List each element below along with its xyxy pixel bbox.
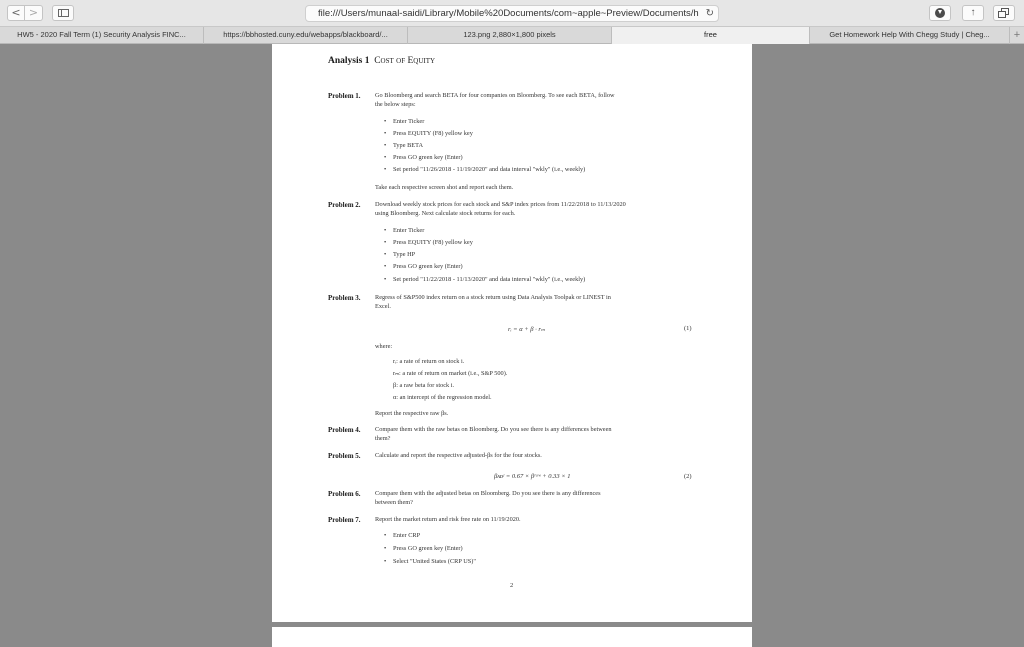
equation-1: rᵢ = α + β · rₘ — [508, 326, 545, 333]
problem-4-label: Problem 4. — [328, 426, 361, 434]
url-text: file:///Users/munaal-saidi/Library/Mobile%20Documents/com~apple~Preview/Documents/h — [318, 8, 699, 19]
problem-5-label: Problem 5. — [328, 452, 361, 460]
tab-label: free — [704, 30, 717, 39]
tab-hw5[interactable] — [0, 27, 204, 44]
reload-icon[interactable]: ↻ — [705, 8, 714, 19]
p1-step: • Press EQUITY (F8) yellow key — [393, 130, 473, 137]
p7-line1: Report the market return and risk free rate on 11/19/2020. — [375, 516, 521, 523]
sidebar-toggle-button[interactable] — [52, 5, 74, 21]
tab-bar — [0, 27, 1024, 44]
definition: rᵢ: a rate of return on stock i. — [393, 358, 465, 365]
p2-step: • Type HP — [393, 251, 415, 258]
tab-label: https://bbhosted.cuny.edu/webapps/blackboard/... — [223, 30, 388, 39]
share-button[interactable] — [962, 5, 984, 21]
problem-7-label: Problem 7. — [328, 516, 361, 524]
back-button[interactable] — [7, 5, 25, 21]
problem-1-label: Problem 1. — [328, 92, 361, 100]
chevron-left-icon: < — [11, 6, 21, 19]
section-name: Cost of Equity — [374, 56, 436, 66]
section-title — [328, 56, 435, 66]
tab-label: Get Homework Help With Chegg Study | Cheg... — [829, 30, 990, 39]
p3-after: Report the respective raw βs. — [375, 410, 449, 417]
next-page — [272, 627, 752, 647]
p2-line1: Download weekly stock prices for each stock and S&P index prices from 11/22/2018 to 11/13/2020 — [375, 201, 626, 208]
equation-2: βᴀᴅʲ = 0.67 × βʳᵃʷ + 0.33 × 1 — [494, 473, 571, 480]
p1-line1: Go Bloomberg and search BETA for four companies on Bloomberg. To see each BETA, follow — [375, 92, 615, 99]
p4-line1: Compare them with the raw betas on Bloomberg. Do you see there is any differences between — [375, 426, 612, 433]
definition: rₘ: a rate of return on market (i.e., S&P 500). — [393, 370, 508, 377]
p1-step: • Type BETA — [393, 142, 423, 149]
p1-step: • Press GO green key (Enter) — [393, 154, 463, 161]
p2-line2: using Bloomberg. Next calculate stock returns for each. — [375, 210, 516, 217]
new-tab-button[interactable] — [1010, 27, 1024, 44]
where-label: where: — [375, 343, 393, 350]
equation-2-number: (2) — [684, 473, 692, 480]
p1-line2: the below steps: — [375, 101, 416, 108]
share-icon: ↑ — [970, 7, 976, 18]
problem-6-label: Problem 6. — [328, 490, 361, 498]
show-tabs-button[interactable] — [993, 5, 1015, 21]
tab-blackboard[interactable] — [204, 27, 408, 44]
p2-step: • Press EQUITY (F8) yellow key — [393, 239, 473, 246]
p5-line1: Calculate and report the respective adjusted-βs for the four stocks. — [375, 452, 542, 459]
page-number: 2 — [510, 582, 514, 589]
equation-1-number: (1) — [684, 325, 692, 332]
plus-icon: + — [1013, 29, 1021, 41]
forward-button[interactable] — [25, 5, 43, 21]
p7-step: • Enter CRP — [393, 532, 420, 539]
downloads-button[interactable] — [929, 5, 951, 21]
address-bar[interactable] — [305, 5, 719, 22]
tab-free[interactable] — [612, 27, 810, 44]
p3-line1: Regress of S&P500 index return on a stock return using Data Analysis Toolpak or LINEST in — [375, 294, 611, 301]
tab-label: 123.png 2,880×1,800 pixels — [463, 30, 556, 39]
tab-label: HW5 - 2020 Fall Term (1) Security Analysis FINC... — [17, 30, 186, 39]
p2-step: • Set period "11/22/2018 - 11/13/2020" and data interval "wkly" (i.e., weekly) — [393, 276, 585, 283]
p2-step: • Enter Ticker — [393, 227, 424, 234]
sidebar-icon — [58, 9, 69, 17]
p1-step: • Set period "11/26/2018 - 11/19/2020" and data interval "wkly" (i.e., weekly) — [393, 166, 585, 173]
p6-line1: Compare them with the adjusted betas on Bloomberg. Do you see there is any differences — [375, 490, 601, 497]
p4-line2: them? — [375, 435, 391, 442]
document-page — [272, 44, 752, 622]
download-icon — [935, 8, 945, 18]
tab-chegg[interactable] — [810, 27, 1010, 44]
p1-after: Take each respective screen shot and report each them. — [375, 184, 514, 191]
p1-step: • Enter Ticker — [393, 118, 424, 125]
p3-line2: Excel. — [375, 303, 391, 310]
problem-3-label: Problem 3. — [328, 294, 361, 302]
p2-step: • Press GO green key (Enter) — [393, 263, 463, 270]
browser-toolbar — [0, 0, 1024, 27]
section-number: Analysis 1 — [328, 56, 370, 66]
problem-2-label: Problem 2. — [328, 201, 361, 209]
p7-step: • Press GO green key (Enter) — [393, 545, 463, 552]
chevron-right-icon: > — [28, 6, 39, 19]
definition: β: a raw beta for stock i. — [393, 382, 455, 389]
tabs-icon-back — [998, 11, 1006, 18]
p7-step: • Select "United States (CRP US)" — [393, 558, 476, 565]
p6-line2: between them? — [375, 499, 413, 506]
tab-png[interactable] — [408, 27, 612, 44]
definition: α: an intercept of the regression model. — [393, 394, 492, 401]
